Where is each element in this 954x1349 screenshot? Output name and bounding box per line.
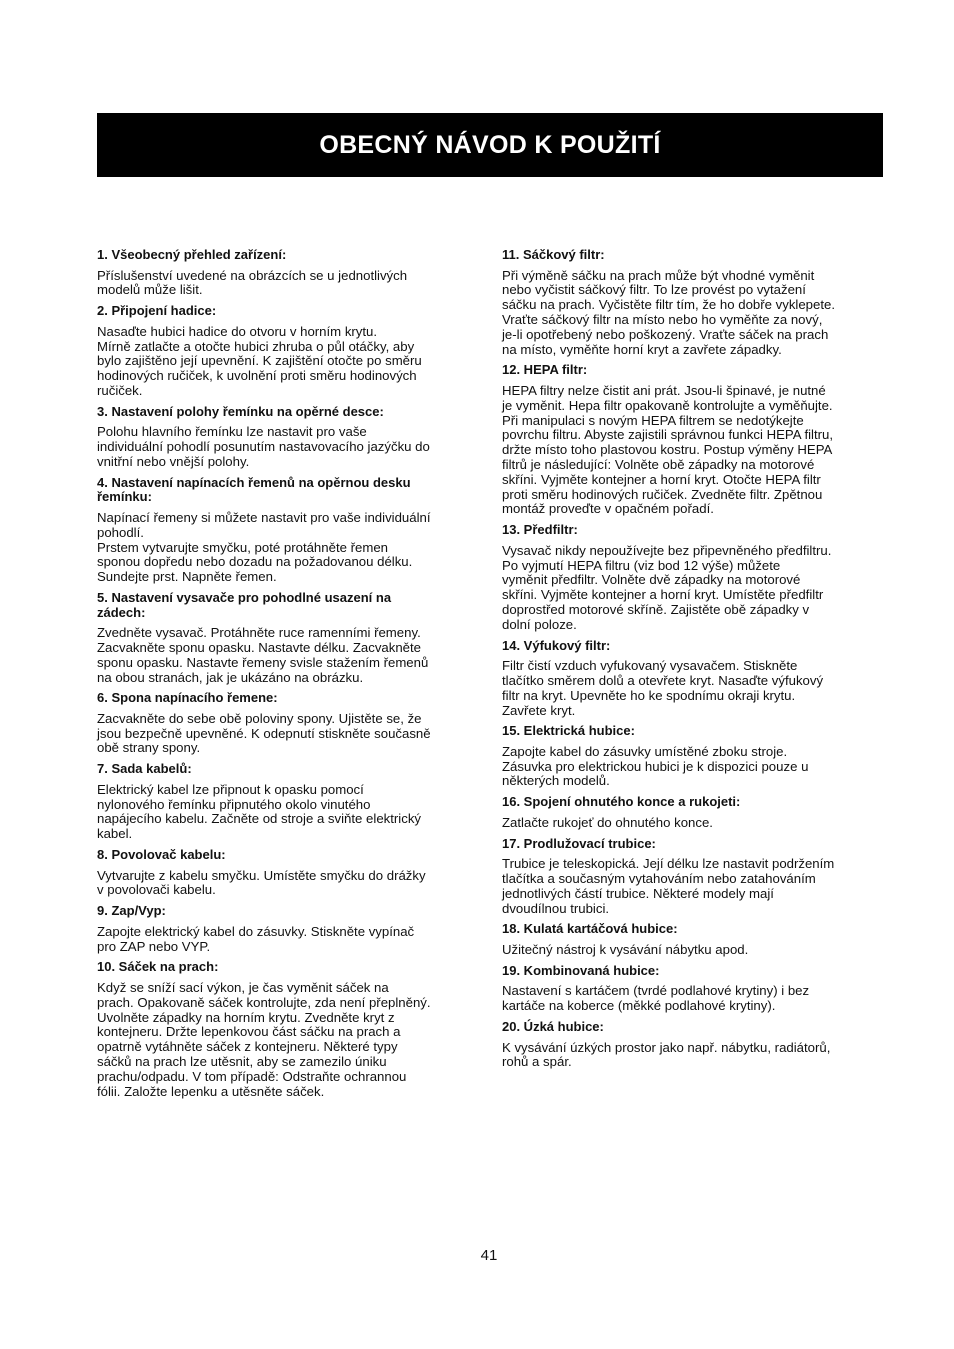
section-16	[502, 795, 886, 830]
section-6	[97, 691, 481, 756]
section-body: Elektrický kabel lze připnout k opasku pomocí nylonového řemínku připnutého okolo vinutého napájecího kabelu. Začněte od stroje a sviňte elektrický kabel.	[97, 781, 422, 842]
section-heading: 18. Kulatá kartáčová hubice:	[502, 921, 678, 937]
section-heading: 9. Zap/Vyp:	[97, 903, 166, 919]
section-body: Zapojte elektrický kabel do zásuvky. Stiskněte vypínač pro ZAP nebo VYP.	[97, 923, 415, 954]
section-body: Užitečný nástroj k vysávání nábytku apod.	[502, 942, 749, 958]
section-17	[502, 837, 886, 917]
section-heading: 1. Všeobecný přehled zařízení:	[97, 247, 287, 262]
section-heading: 2. Připojení hadice:	[97, 303, 217, 319]
section-body: Vytvarujte z kabelu smyčku. Umístěte smyčku do drážky v povolovači kabelu.	[97, 867, 426, 898]
right-column	[502, 248, 886, 1076]
section-10	[97, 960, 481, 1099]
section-5	[97, 591, 481, 685]
section-heading: 3. Nastavení polohy řemínku na opěrné desce:	[97, 403, 384, 419]
section-body: HEPA filtry nelze čistit ani prát. Jsou-li špinavé, je nutné je vyměnit. Hepa filtr opakovaně kontrolujte a vyměňujte. Při manipulaci s novým HEPA filtrem se nedotýkejte povrchu filtru. Abyste zajistili správnou funkci HEPA filtru, držte místo toho plastovou kostru. Postup výměny HEPA filtrů je následující: Volněte obě západky na motorové skříni. Vyjměte kontejner a horní kryt. Otočte HEPA filtr proti směru hodinových ručiček. Zvedněte filtr. Zpětnou montáž proveďte v opačném pořadí.	[502, 382, 834, 517]
section-1	[97, 248, 481, 298]
section-heading: 15. Elektrická hubice:	[502, 723, 635, 739]
section-20	[502, 1020, 886, 1070]
section-heading: 13. Předfiltr:	[502, 522, 578, 538]
section-body: Zapojte kabel do zásuvky umístěné zboku stroje. Zásuvka pro elektrickou hubici je k dispozici pouze u některých modelů.	[502, 743, 809, 789]
left-column	[97, 248, 481, 1105]
section-body: Když se sníží sací výkon, je čas vyměnit sáček na prach. Opakovaně sáček kontrolujte, zda není přeplněný. Uvolněte západky na horním krytu. Zvedněte kryt z kontejneru. Držte lepenkovou část sáčku na prach a opatrně vytáhněte sáček z kontejneru. Některé typy sáčků na prach lze utěsnit, aby se zamezilo úniku prachu/odpadu. V tom případě: Odstraňte ochrannou fólii. Založte lepenku a utěsněte sáček.	[97, 980, 431, 1099]
page-number: 41	[480, 1247, 498, 1264]
section-body: Nastavení s kartáčem (tvrdé podlahové krytiny) i bez kartáče na koberce (měkké podlahové krytiny).	[502, 983, 810, 1014]
section-body: Příslušenství uvedené na obrázcích se u jednotlivých modelů může lišit.	[97, 267, 408, 298]
section-body: Zvedněte vysavač. Protáhněte ruce ramenními řemeny. Zacvakněte sponu opasku. Nastavte délku. Zacvakněte sponu opasku. Nastavte řemeny svisle stažením řemenů na obou stranách, jak je ukázáno na obrázku.	[97, 625, 429, 685]
section-8	[97, 848, 481, 898]
section-heading: 16. Spojení ohnutého konce a rukojeti:	[502, 794, 741, 810]
section-heading: 7. Sada kabelů:	[97, 761, 192, 777]
section-body: Polohu hlavního řemínku lze nastavit pro vaše individuální pohodlí posunutím nastavovacího jazýčku do vnitřní nebo vnější polohy.	[97, 424, 430, 469]
section-15	[502, 724, 886, 789]
section-body: Filtr čistí vzduch vyfukovaný vysavačem. Stiskněte tlačítko směrem dolů a otevřete kryt. Nasaďte výfukový filtr na kryt. Upevněte ho ke spodnímu okraji krytu. Zavřete kryt.	[502, 658, 824, 718]
section-heading: 12. HEPA filtr:	[502, 362, 588, 378]
section-body: Zatlačte rukojeť do ohnutého konce.	[502, 814, 713, 830]
section-heading: 11. Sáčkový filtr:	[502, 247, 605, 262]
section-heading: 4. Nastavení napínacích řemenů na opěrnou desku řemínku:	[97, 474, 411, 505]
section-11	[502, 248, 886, 357]
section-body: Trubice je teleskopická. Její délku lze nastavit podržením tlačítka a současným vytahováním nebo zatahováním jednotlivých částí trubice. Některé modely mají dvoudílnou trubici.	[502, 856, 835, 916]
section-heading: 19. Kombinovaná hubice:	[502, 962, 660, 978]
section-18	[502, 922, 886, 957]
section-14	[502, 639, 886, 719]
section-body: K vysávání úzkých prostor jako např. nábytku, radiátorů, rohů a spár.	[502, 1039, 831, 1070]
section-19	[502, 964, 886, 1014]
section-body: Zacvakněte do sebe obě poloviny spony. Ujistěte se, že jsou bezpečně upevněné. K odepnutí stiskněte současně obě strany spony.	[97, 710, 431, 756]
section-heading: 8. Povolovač kabelu:	[97, 847, 226, 863]
section-body: Nasaďte hubici hadice do otvoru v horním krytu. Mírně zatlačte a otočte hubici zhruba o půl otáčky, aby bylo zajištěno její upevnění. K zajištění otočte po směru hodinových ručiček, k uvolnění proti směru hodinových ručiček.	[97, 323, 422, 398]
section-heading: 20. Úzká hubice:	[502, 1019, 604, 1035]
section-heading: 14. Výfukový filtr:	[502, 637, 611, 653]
section-12	[502, 363, 886, 517]
section-body: Při výměně sáčku na prach může být vhodné vyměnit nebo vyčistit sáčkový filtr. To lze provést po vytažení sáčku na prach. Vyčistěte filtr tím, že ho dobře vyklepete. Vraťte sáčkový filtr na místo nebo ho vyměňte za nový, je-li opotřebený nebo poškozený. Vraťte sáček na prach na místo, vyměňte horní kryt a zavřete západky.	[502, 267, 836, 357]
section-heading: 10. Sáček na prach:	[97, 959, 219, 975]
section-3	[97, 405, 481, 470]
section-heading: 5. Nastavení vysavače pro pohodlné usazení na zádech:	[97, 589, 392, 620]
section-2	[97, 304, 481, 399]
section-heading: 6. Spona napínacího řemene:	[97, 690, 278, 706]
page-title: OBECNÝ NÁVOD K POUŽITÍ	[319, 130, 661, 159]
section-body: Napínací řemeny si můžete nastavit pro vaše individuální pohodlí. Prstem vytvarujte smyčku, poté protáhněte řemen sponou dopředu nebo dozadu na požadovanou délku. Sundejte prst. Napněte řemen.	[97, 509, 431, 585]
section-7	[97, 762, 481, 842]
title-banner	[97, 113, 883, 177]
section-body: Vysavač nikdy nepoužívejte bez připevněného předfiltru. Po vyjmutí HEPA filtru (viz bod 12 výše) můžete vyměnit předfiltr. Volněte dvě západky na motorové skříni. Vyjměte kontejner a horní kryt. Umístěte předfiltr doprostřed motorové skříně. Zajistěte obě západky v dolní poloze.	[502, 542, 832, 632]
section-9	[97, 904, 481, 954]
section-4	[97, 476, 481, 585]
section-heading: 17. Prodlužovací trubice:	[502, 835, 656, 851]
section-13	[502, 523, 886, 632]
